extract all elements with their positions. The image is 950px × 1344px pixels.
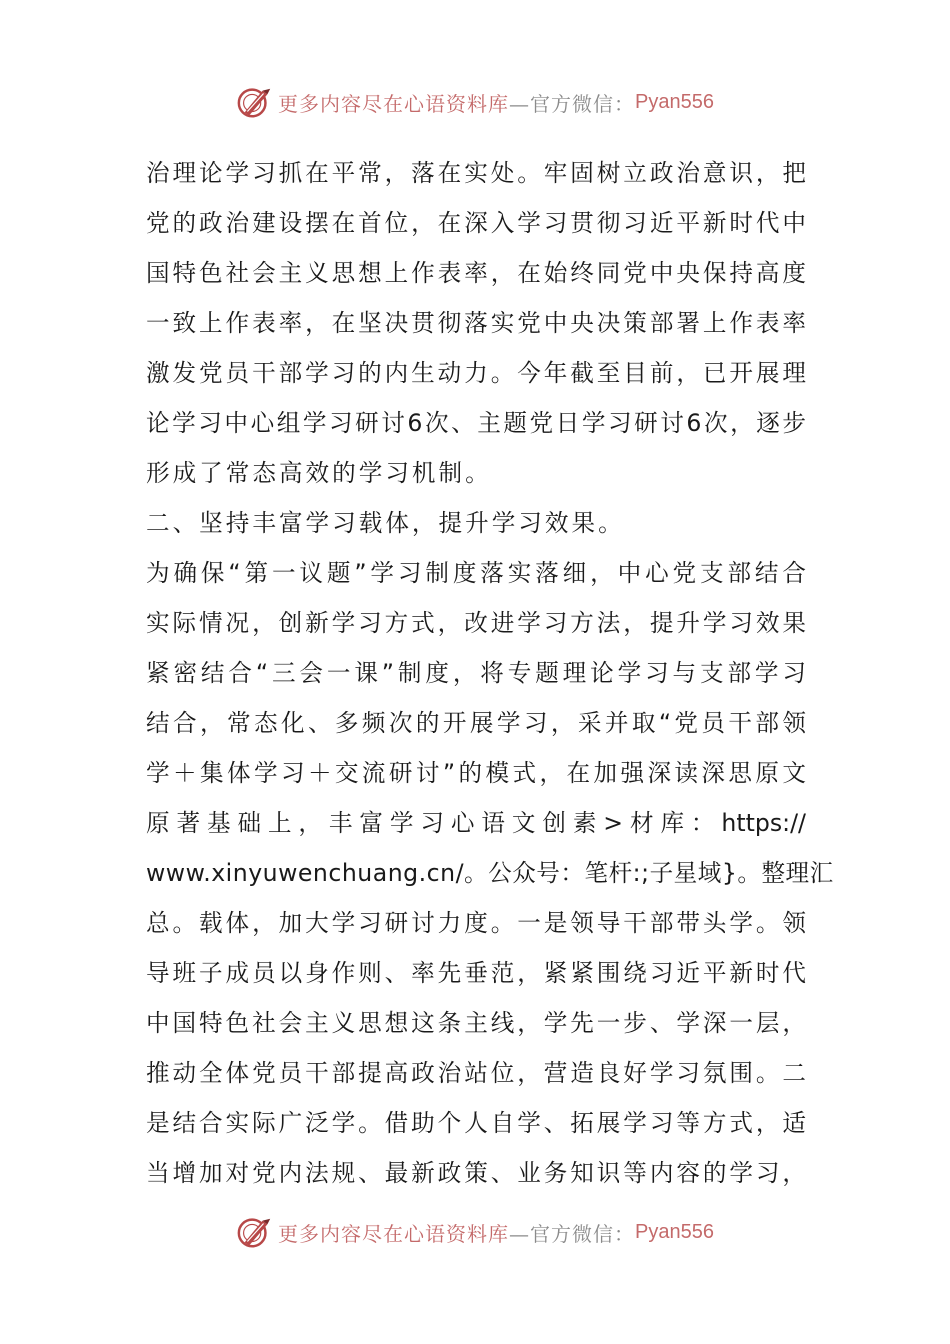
banner-separator: —官方微信： [509,91,636,116]
body-line: 当增加对党内法规、最新政策、业务知识等内容的学习， [146,1159,806,1187]
body-line: 论学习中心组学习研讨6次、主题党日学习研讨6次，逐步 [146,409,806,437]
body-line-url: www.xinyuwenchuang.cn/。公众号：笔杆:;子星域}。整理汇 [146,859,834,887]
body-line: 一致上作表率，在坚决贯彻落实党中央决策部署上作表率 [146,309,806,337]
document-body [146,148,834,1198]
body-line: 党的政治建设摆在首位，在深入学习贯彻习近平新时代中 [146,209,806,237]
banner-title: 更多内容尽在心语资料库 [278,91,510,116]
banner-wechat-id: Pyan556 [635,90,714,113]
body-line: 国特色社会主义思想上作表率，在始终同党中央保持高度 [146,259,806,287]
body-line: 为确保“第一议题”学习制度落实落细，中心党支部结合 [146,559,806,587]
pen-nib-circle-icon [236,1213,274,1251]
footer-banner [0,1210,950,1254]
body-line: 激发党员干部学习的内生动力。今年截至目前，已开展理 [146,359,806,387]
body-line: 导班子成员以身作则、率先垂范，紧紧围绕习近平新时代 [146,959,806,987]
body-line: 紧密结合“三会一课”制度，将专题理论学习与支部学习 [146,659,806,687]
body-line: 原著基础上，丰富学习心语文创素>材库：https:// [146,809,806,837]
header-banner [0,80,950,124]
banner-wechat-id: Pyan556 [635,1220,714,1243]
body-line: 结合，常态化、多频次的开展学习，采并取“党员干部领 [146,709,806,737]
body-line: 总。载体，加大学习研讨力度。一是领导干部带头学。领 [146,909,806,937]
body-line: 实际情况，创新学习方式，改进学习方法，提升学习效果 [146,609,806,637]
body-line: 治理论学习抓在平常，落在实处。牢固树立政治意识，把 [146,159,806,187]
section-heading: 二、坚持丰富学习载体，提升学习效果。 [146,509,625,537]
body-line: 是结合实际广泛学。借助个人自学、拓展学习等方式，适 [146,1109,806,1137]
pen-nib-circle-icon [236,83,274,121]
body-line: 形成了常态高效的学习机制。 [146,459,492,487]
banner-title: 更多内容尽在心语资料库 [278,1221,510,1246]
banner-separator: —官方微信： [509,1221,636,1246]
body-line: 中国特色社会主义思想这条主线，学先一步、学深一层， [146,1009,806,1037]
body-line: 推动全体党员干部提高政治站位，营造良好学习氛围。二 [146,1059,806,1087]
body-line: 学＋集体学习＋交流研讨”的模式，在加强深读深思原文 [146,759,806,787]
